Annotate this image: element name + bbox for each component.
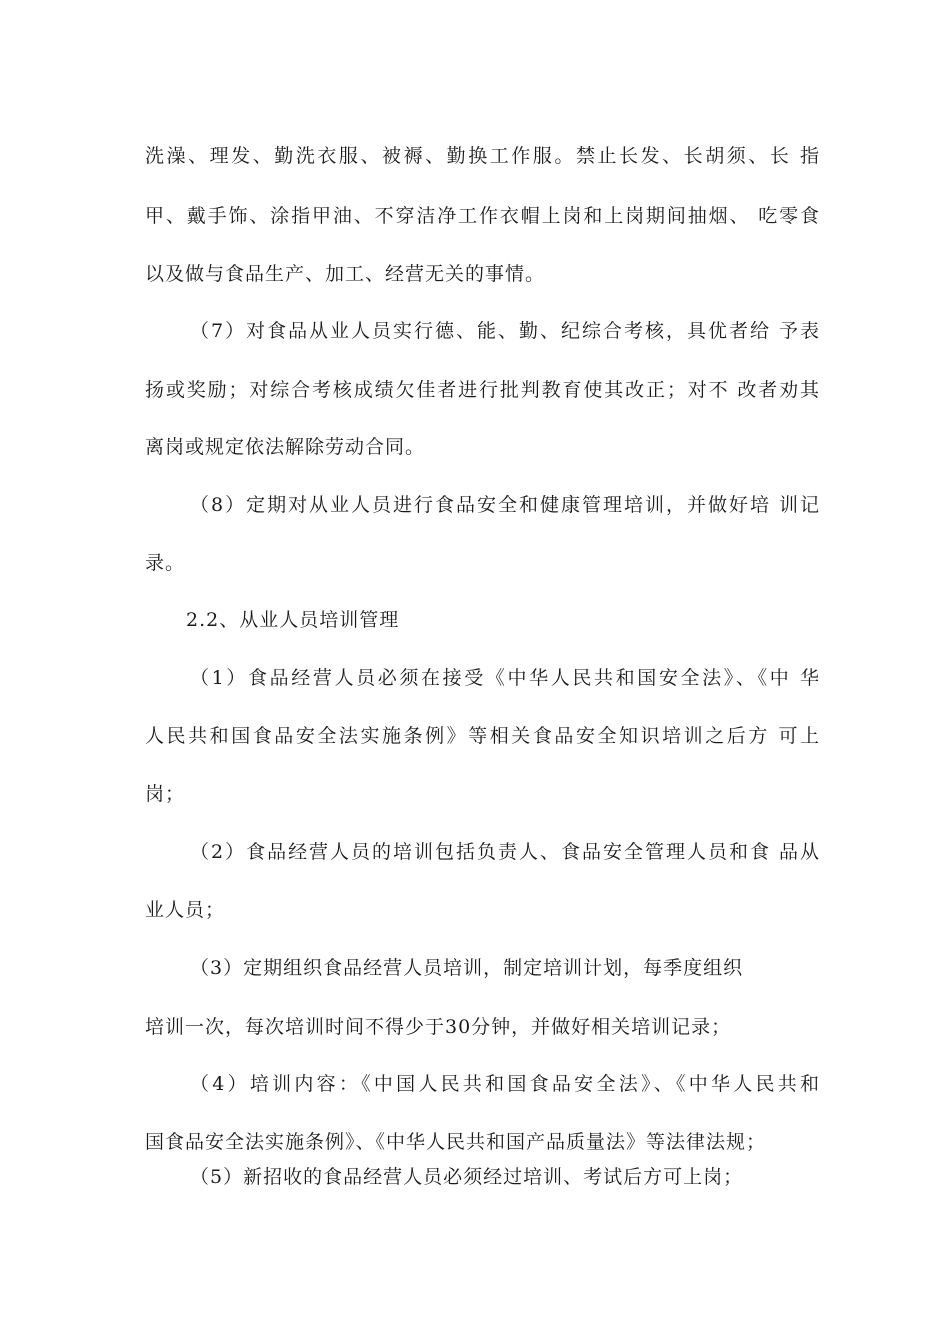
- text-line-16: 培训一次，每次培训时间不得少于30分钟，并做好相关培训记录；: [145, 1016, 732, 1038]
- text-line-1: 洗澡、理发、勤洗衣服、被褥、勤换工作服。禁止长发、长胡须、长 指: [145, 145, 820, 167]
- text-line-18: 国食品安全法实施条例》、《中华人民共和国产品质量法》等法律法规；: [145, 1131, 767, 1153]
- text-line-5: 扬或奖励；对综合考核成绩欠佳者进行批判教育使其改正；对不 改者劝其: [145, 379, 820, 401]
- text-line-7: （8）定期对从业人员进行食品安全和健康管理培训，并做好培 训记: [190, 494, 820, 516]
- text-line-3: 以及做与食品生产、加工、经营无关的事情。: [145, 263, 546, 285]
- text-line-12: 岗；: [145, 783, 186, 805]
- section-heading: 2.2、从业人员培训管理: [186, 609, 400, 631]
- text-line-4: （7）对食品从业人员实行德、能、勤、纪综合考核，具优者给 予表: [190, 320, 820, 342]
- text-line-13: （2）食品经营人员的培训包括负责人、食品安全管理人员和食 品从: [190, 841, 820, 863]
- text-line-6: 离岗或规定依法解除劳动合同。: [145, 436, 426, 458]
- text-line-14: 业人员；: [145, 899, 226, 921]
- text-line-19: （5）新招收的食品经营人员必须经过培训、考试后方可上岗；: [190, 1166, 744, 1188]
- text-line-11: 人民共和国食品安全法实施条例》等相关食品安全知识培训之后方 可上: [145, 725, 820, 747]
- text-line-15: （3）定期组织食品经营人员培训，制定培训计划，每季度组织: [190, 957, 744, 979]
- text-line-2: 甲、戴手饰、涂指甲油、不穿洁净工作衣帽上岗和上岗期间抽烟、 吃零食: [145, 205, 820, 227]
- text-line-10: （1）食品经营人员必须在接受《中华人民共和国安全法》、《中 华: [190, 667, 820, 689]
- text-line-17: （4）培训内容：《中国人民共和国食品安全法》、《中华人民共和: [190, 1073, 820, 1095]
- text-line-8: 录。: [145, 552, 186, 574]
